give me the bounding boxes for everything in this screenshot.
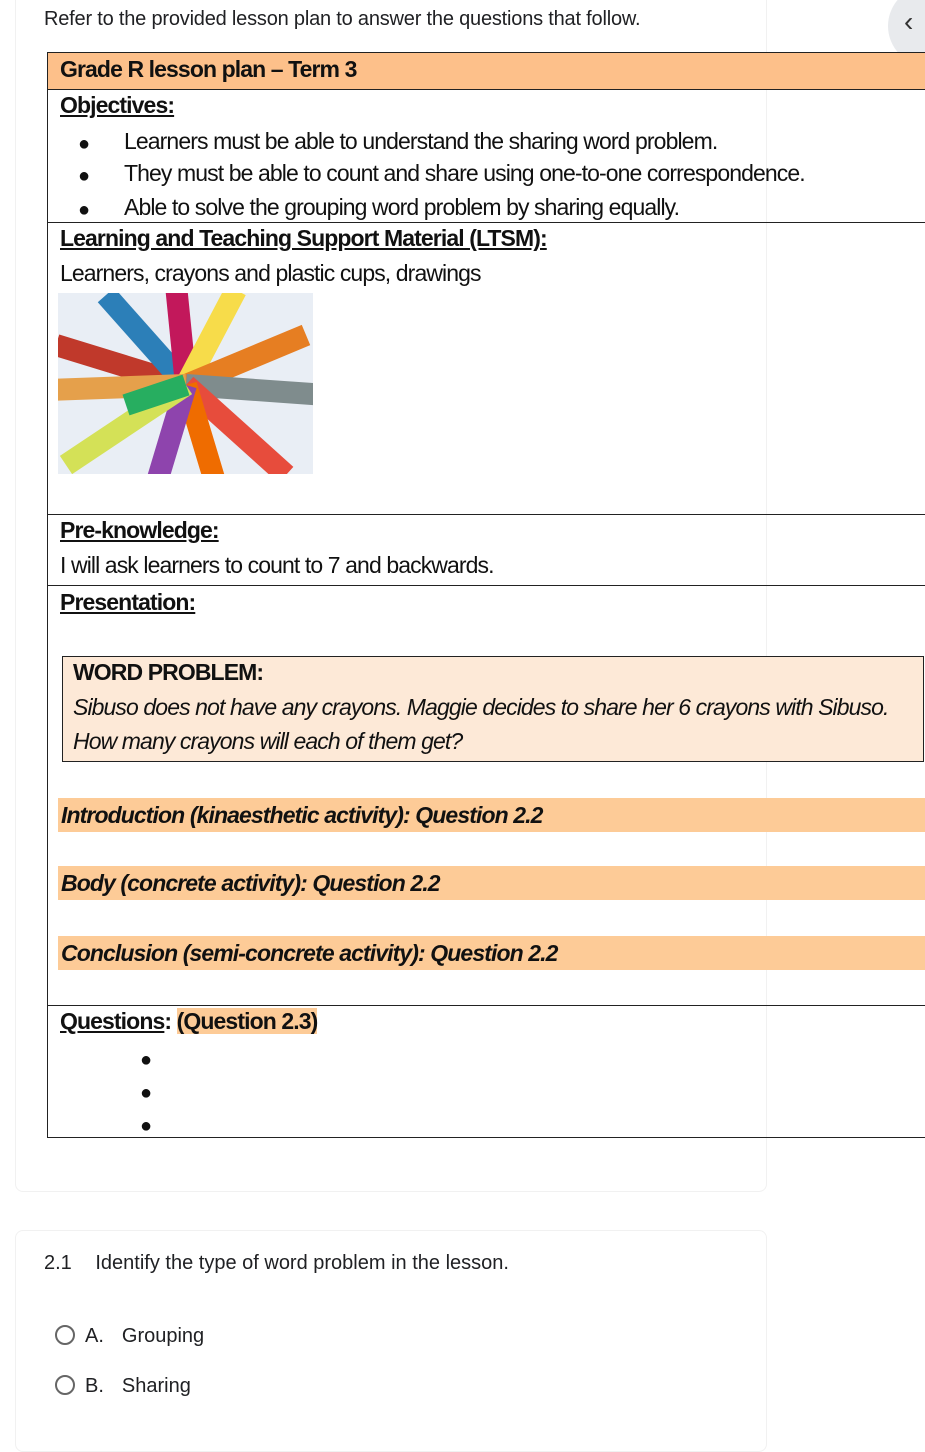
ltsm-row	[47, 222, 925, 514]
objectives-heading: Objectives:	[60, 92, 175, 118]
radio-button[interactable]	[55, 1375, 75, 1395]
colon: :	[164, 1008, 172, 1034]
questions-row	[47, 1005, 925, 1138]
ltsm-heading: Learning and Teaching Support Material (LTSM):	[60, 225, 547, 251]
lesson-plan-title: Grade R lesson plan – Term 3	[60, 56, 357, 82]
questions-reference: (Question 2.3)	[176, 1008, 318, 1034]
ltsm-text: Learners, crayons and plastic cups, drawings	[60, 260, 481, 286]
question-title	[44, 1252, 509, 1275]
title-row	[47, 52, 925, 89]
body-activity: Body (concrete activity): Question 2.2	[58, 866, 925, 900]
intro-text: Refer to the provided lesson plan to answer the questions that follow.	[44, 8, 641, 30]
word-problem-line: Sibuso does not have any crayons. Maggie decides to share her 6 crayons with Sibuso.	[73, 694, 889, 720]
word-problem-heading: WORD PROBLEM:	[73, 659, 264, 685]
objectives-row	[47, 89, 925, 222]
option-label: Grouping	[121, 1325, 205, 1347]
option-b[interactable]	[55, 1375, 191, 1398]
question-text: Identify the type of word problem in the lesson.	[95, 1252, 509, 1274]
bullet: ●	[78, 199, 90, 221]
preknowledge-heading: Pre-knowledge:	[60, 517, 219, 543]
objective-item: Learners must be able to understand the sharing word problem.	[124, 128, 718, 154]
option-letter: A.	[85, 1325, 104, 1347]
word-problem-line: How many crayons will each of them get?	[73, 728, 463, 754]
objective-item: Able to solve the grouping word problem by sharing equally.	[124, 194, 680, 220]
word-problem-box	[62, 656, 924, 762]
question-number: 2.1	[44, 1252, 72, 1274]
objective-item: They must be able to count and share using one-to-one correspondence.	[124, 160, 805, 186]
preknowledge-row	[47, 514, 925, 585]
bullet: ●	[140, 1049, 152, 1071]
option-letter: B.	[85, 1375, 104, 1397]
preknowledge-text: I will ask learners to count to 7 and backwards.	[60, 552, 494, 578]
option-label: Sharing	[121, 1375, 191, 1397]
bullet: ●	[78, 165, 90, 187]
conclusion-activity: Conclusion (semi-concrete activity): Question 2.2	[58, 936, 925, 970]
bullet: ●	[140, 1082, 152, 1104]
chevron-left-icon: ‹	[904, 6, 914, 37]
presentation-row	[47, 585, 925, 1005]
questions-heading: Questions	[60, 1008, 165, 1034]
bullet: ●	[78, 133, 90, 155]
introduction-activity: Introduction (kinaesthetic activity): Question 2.2	[58, 798, 925, 832]
bullet: ●	[140, 1115, 152, 1137]
option-a[interactable]	[55, 1325, 204, 1348]
presentation-heading: Presentation:	[60, 589, 196, 615]
crayons-image	[58, 293, 313, 474]
radio-button[interactable]	[55, 1325, 75, 1345]
